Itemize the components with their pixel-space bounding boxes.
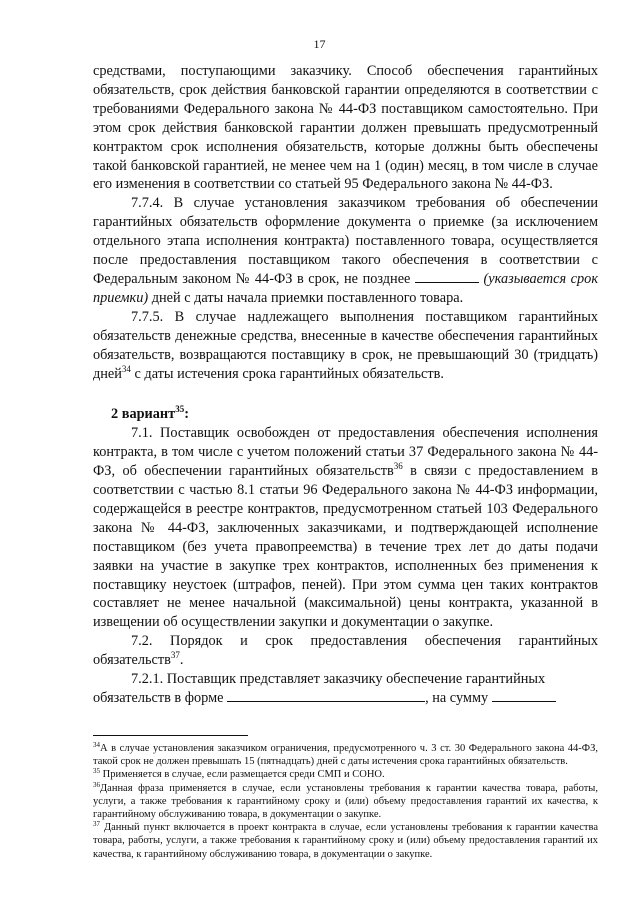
footnote-text: А в случае установления заказчиком ограничения, предусмотренного ч. 3 ст. 30 Федерального закона 44-ФЗ, такой срок не должен превышать 15 (пятнадцать) дней с даты истечения срока гарантийных обязательств.	[93, 743, 598, 768]
paragraph-7-2	[93, 632, 598, 670]
acceptance-term-blank	[415, 270, 479, 283]
paragraph-7-2-1-text-mid: , на сумму	[425, 690, 492, 706]
section-heading-variant-2	[93, 405, 598, 424]
paragraph-7-7-5	[93, 308, 598, 384]
paragraph-7-7-4-text: 7.7.4. В случае установления заказчиком требования об обеспечении гарантийных обязательств оформление документа о приемке (за исключением отдельного этапа исполнения контракта) поставленного товара, осуществляется после предоставления поставщиком такого обеспечения в соответствии с Федеральным законом № 44-ФЗ в срок, не позднее	[93, 195, 598, 287]
paragraph-7-7-4	[93, 194, 598, 307]
paragraph-7-7-5-text: 7.7.5. В случае надлежащего выполнения поставщиком гарантийных обязательств денежные средства, внесенные в качестве обеспечения гарантийных обязательств, возвращаются поставщику в срок, не превышающий 30 (тридцать) дней	[93, 308, 598, 382]
footnote-number: 34	[93, 741, 100, 749]
paragraph-7-2-1-text: 7.2.1. Поставщик представляет заказчику обеспечение гарантийных обязательств в форме	[93, 671, 546, 706]
paragraph-7-7-4-text-end: дней с даты начала приемки поставленного товара.	[148, 289, 464, 306]
guarantee-form-blank	[227, 689, 425, 702]
paragraph-7-1	[93, 424, 598, 632]
footnote-text: Применяется в случае, если размещается среди СМП и СОНО.	[100, 769, 385, 781]
document-body	[93, 62, 598, 708]
footnote-ref-36: 36	[393, 461, 403, 472]
footnote-ref-35: 35	[175, 404, 185, 415]
page-number: 17	[313, 37, 326, 51]
footnote-35	[93, 768, 598, 781]
footnote-36	[93, 782, 598, 822]
acceptance-term-hint: (указывается срок приемки)	[93, 270, 599, 306]
paragraph-7-2-text-end: .	[179, 652, 184, 669]
heading-text: 2 вариант	[111, 406, 176, 423]
footnote-number: 37	[93, 820, 100, 829]
guarantee-amount-blank	[492, 689, 556, 702]
paragraph-continuation: средствами, поступающими заказчику. Способ обеспечения гарантийных обязательств, срок действия банковской гарантии определяются в соответствии с требованиями Федерального закона № 44-ФЗ поставщиком самостоятельно. При этом срок действия банковской гарантии должен превышать предусмотренный контрактом срок исполнения обязательств, которые должны быть обеспечены такой банковской гарантией, не менее чем на 1 (один) месяц, в том числе в случае его изменения в соответствии со статьей 95 Федерального закона № 44-ФЗ.	[93, 63, 598, 193]
footnote-number: 35	[93, 767, 100, 776]
footnotes-section	[93, 735, 598, 861]
paragraph-7-7-5-text-end: с даты истечения срока гарантийных обязательств.	[130, 365, 444, 382]
footnote-ref-37: 37	[170, 650, 180, 661]
paragraph-7-2-text: 7.2. Порядок и срок предоставления обеспечения гарантийных обязательств	[93, 633, 598, 669]
paragraph-7-1-text-end: в связи с предоставлением в соответствии с частью 8.1 статьи 96 Федерального закона № 44-ФЗ информации, содержащейся в реестре контрактов, предусмотренном статьей 103 Федерального закона № 44-ФЗ, заключенных заказчиками, и подтверждающей исполнение поставщиком (без учета правопреемства) в течение трех лет до даты подачи заявки на участие в закупке трех контрактов, исполненных без применения к поставщику неустоек (штрафов, пеней). При этом сумма цен таких контрактов составляет не менее начальной (максимальной) цены контракта, указанной в извещении об осуществлении закупки и документации о закупке.	[93, 463, 598, 631]
footnote-text: Данная фраза применяется в случае, если установлены требования к гарантии качества товара, работы, услуги, а также требования к гарантийному сроку и (или) объему предоставления гарантий их качества, к гарантийному обслуживанию товара, в документации о закупке.	[93, 782, 598, 821]
footnote-ref-34: 34	[121, 363, 131, 374]
footnote-separator	[93, 735, 248, 736]
footnote-text: Данный пункт включается в проект контракта в случае, если установлены требования к гарантии качества товара, работы, услуги, а также требования к гарантийному сроку и (или) объему предоставления гарантий их качества, к гарантийному обслуживанию товара, в документации о закупке.	[93, 822, 598, 860]
footnote-37	[93, 821, 598, 861]
footnote-number: 36	[93, 780, 100, 789]
heading-suffix: :	[184, 406, 189, 423]
paragraph-7-2-1	[93, 670, 598, 708]
footnote-34	[93, 742, 598, 768]
paragraph-7-1-text: 7.1. Поставщик освобожден от предоставления обеспечения исполнения контракта, в том числе с учетом положений статьи 37 Федерального закона № 44-ФЗ, об обеспечении гарантийных обязательств	[93, 425, 598, 480]
